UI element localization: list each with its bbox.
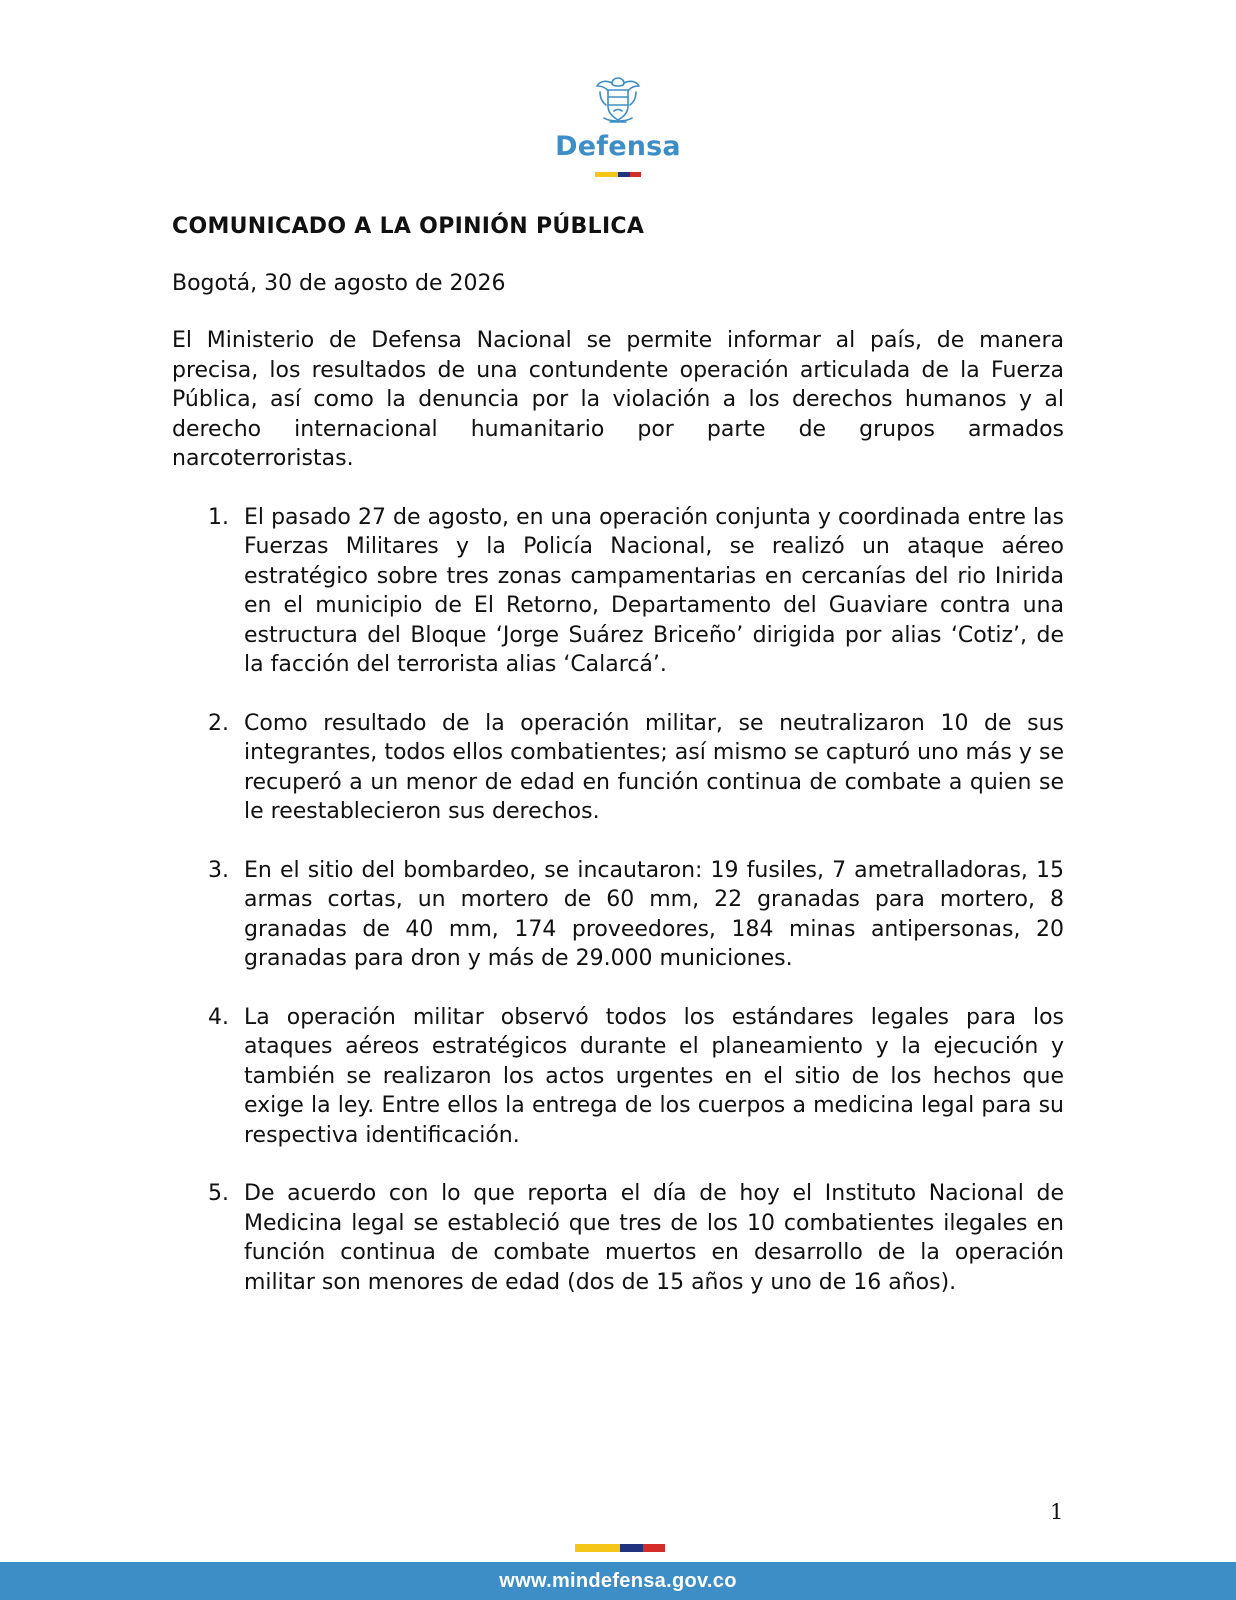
list-item [172, 709, 1064, 827]
footer-bar [0, 1562, 1236, 1600]
flag-stripe-top [595, 172, 641, 177]
numbered-list [172, 503, 1064, 1298]
list-item-text: De acuerdo con lo que reporta el día de hoy el Instituto Nacional de Medicina legal se estableció que tres de los 10 combatientes ilegales en función continua de combate muertos en desarrollo de la operación militar son menores de edad (dos de 15 años y uno de 16 años). [244, 1181, 1064, 1295]
flag-red-stripe [643, 1544, 666, 1552]
document-date: Bogotá, 30 de agosto de 2026 [172, 270, 506, 296]
list-item [172, 1003, 1064, 1151]
brand-name: Defensa [555, 131, 681, 162]
list-item-number: 4. [208, 1004, 229, 1030]
page-number: 1 [1050, 1500, 1064, 1524]
list-item-text: El pasado 27 de agosto, en una operación conjunta y coordinada entre las Fuerzas Militares y la Policía Nacional, se realizó un ataque aéreo estratégico sobre tres zonas campamentarias en cercanías del rio Inirida en el municipio de El Retorno, Departamento del Guaviare contra una estructura del Bloque ‘Jorge Suárez Briceño’ dirigida por alias ‘Cotiz’, de la facción del terrorista alias ‘Calarcá’. [244, 504, 1064, 677]
coat-of-arms-icon [594, 76, 642, 126]
flag-stripe-bottom [575, 1544, 665, 1552]
list-item-text: Como resultado de la operación militar, se neutralizaron 10 de sus integrantes, todos ellos combatientes; así mismo se capturó uno más y se recuperó a un menor de edad en función continua de combate a quien se le reestablecieron sus derechos. [244, 710, 1064, 824]
page-header [0, 76, 1236, 177]
flag-yellow-stripe [575, 1544, 620, 1552]
flag-yellow-stripe [595, 172, 618, 177]
document-body [172, 212, 1064, 1326]
list-item-number: 1. [208, 504, 229, 530]
list-item-number: 2. [208, 710, 229, 736]
list-item-number: 5. [208, 1181, 229, 1206]
footer-website-link[interactable]: www.mindefensa.gov.co [499, 1569, 737, 1592]
list-item-text: La operación militar observó todos los estándares legales para los ataques aéreos estratégicos durante el planeamiento y la ejecución y también se realizaron los actos urgentes en el sitio de los hechos que exige la ley. Entre ellos la entrega de los cuerpos a medicina legal para su respectiva identificación. [244, 1004, 1064, 1148]
flag-blue-stripe [620, 1544, 643, 1552]
list-item [172, 1179, 1064, 1297]
flag-blue-stripe [618, 172, 630, 177]
intro-paragraph: El Ministerio de Defensa Nacional se permite informar al país, de manera precisa, los resultados de una contundente operación articulada de la Fuerza Pública, así como la denuncia por la violación a los derechos humanos y al derecho internacional humanitario por parte de grupos armados narcoterroristas. [172, 328, 1064, 471]
list-item-number: 3. [208, 857, 229, 883]
list-item-text: En el sitio del bombardeo, se incautaron: 19 fusiles, 7 ametralladoras, 15 armas cortas, un mortero de 60 mm, 22 granadas para mortero, 8 granadas de 40 mm, 174 proveedores, 184 minas antipersonas, 20 granadas para dron y más de 29.000 municiones. [244, 857, 1064, 971]
flag-red-stripe [630, 172, 642, 177]
list-item [172, 503, 1064, 680]
document-title: COMUNICADO A LA OPINIÓN PÚBLICA [172, 214, 645, 239]
list-item [172, 856, 1064, 974]
